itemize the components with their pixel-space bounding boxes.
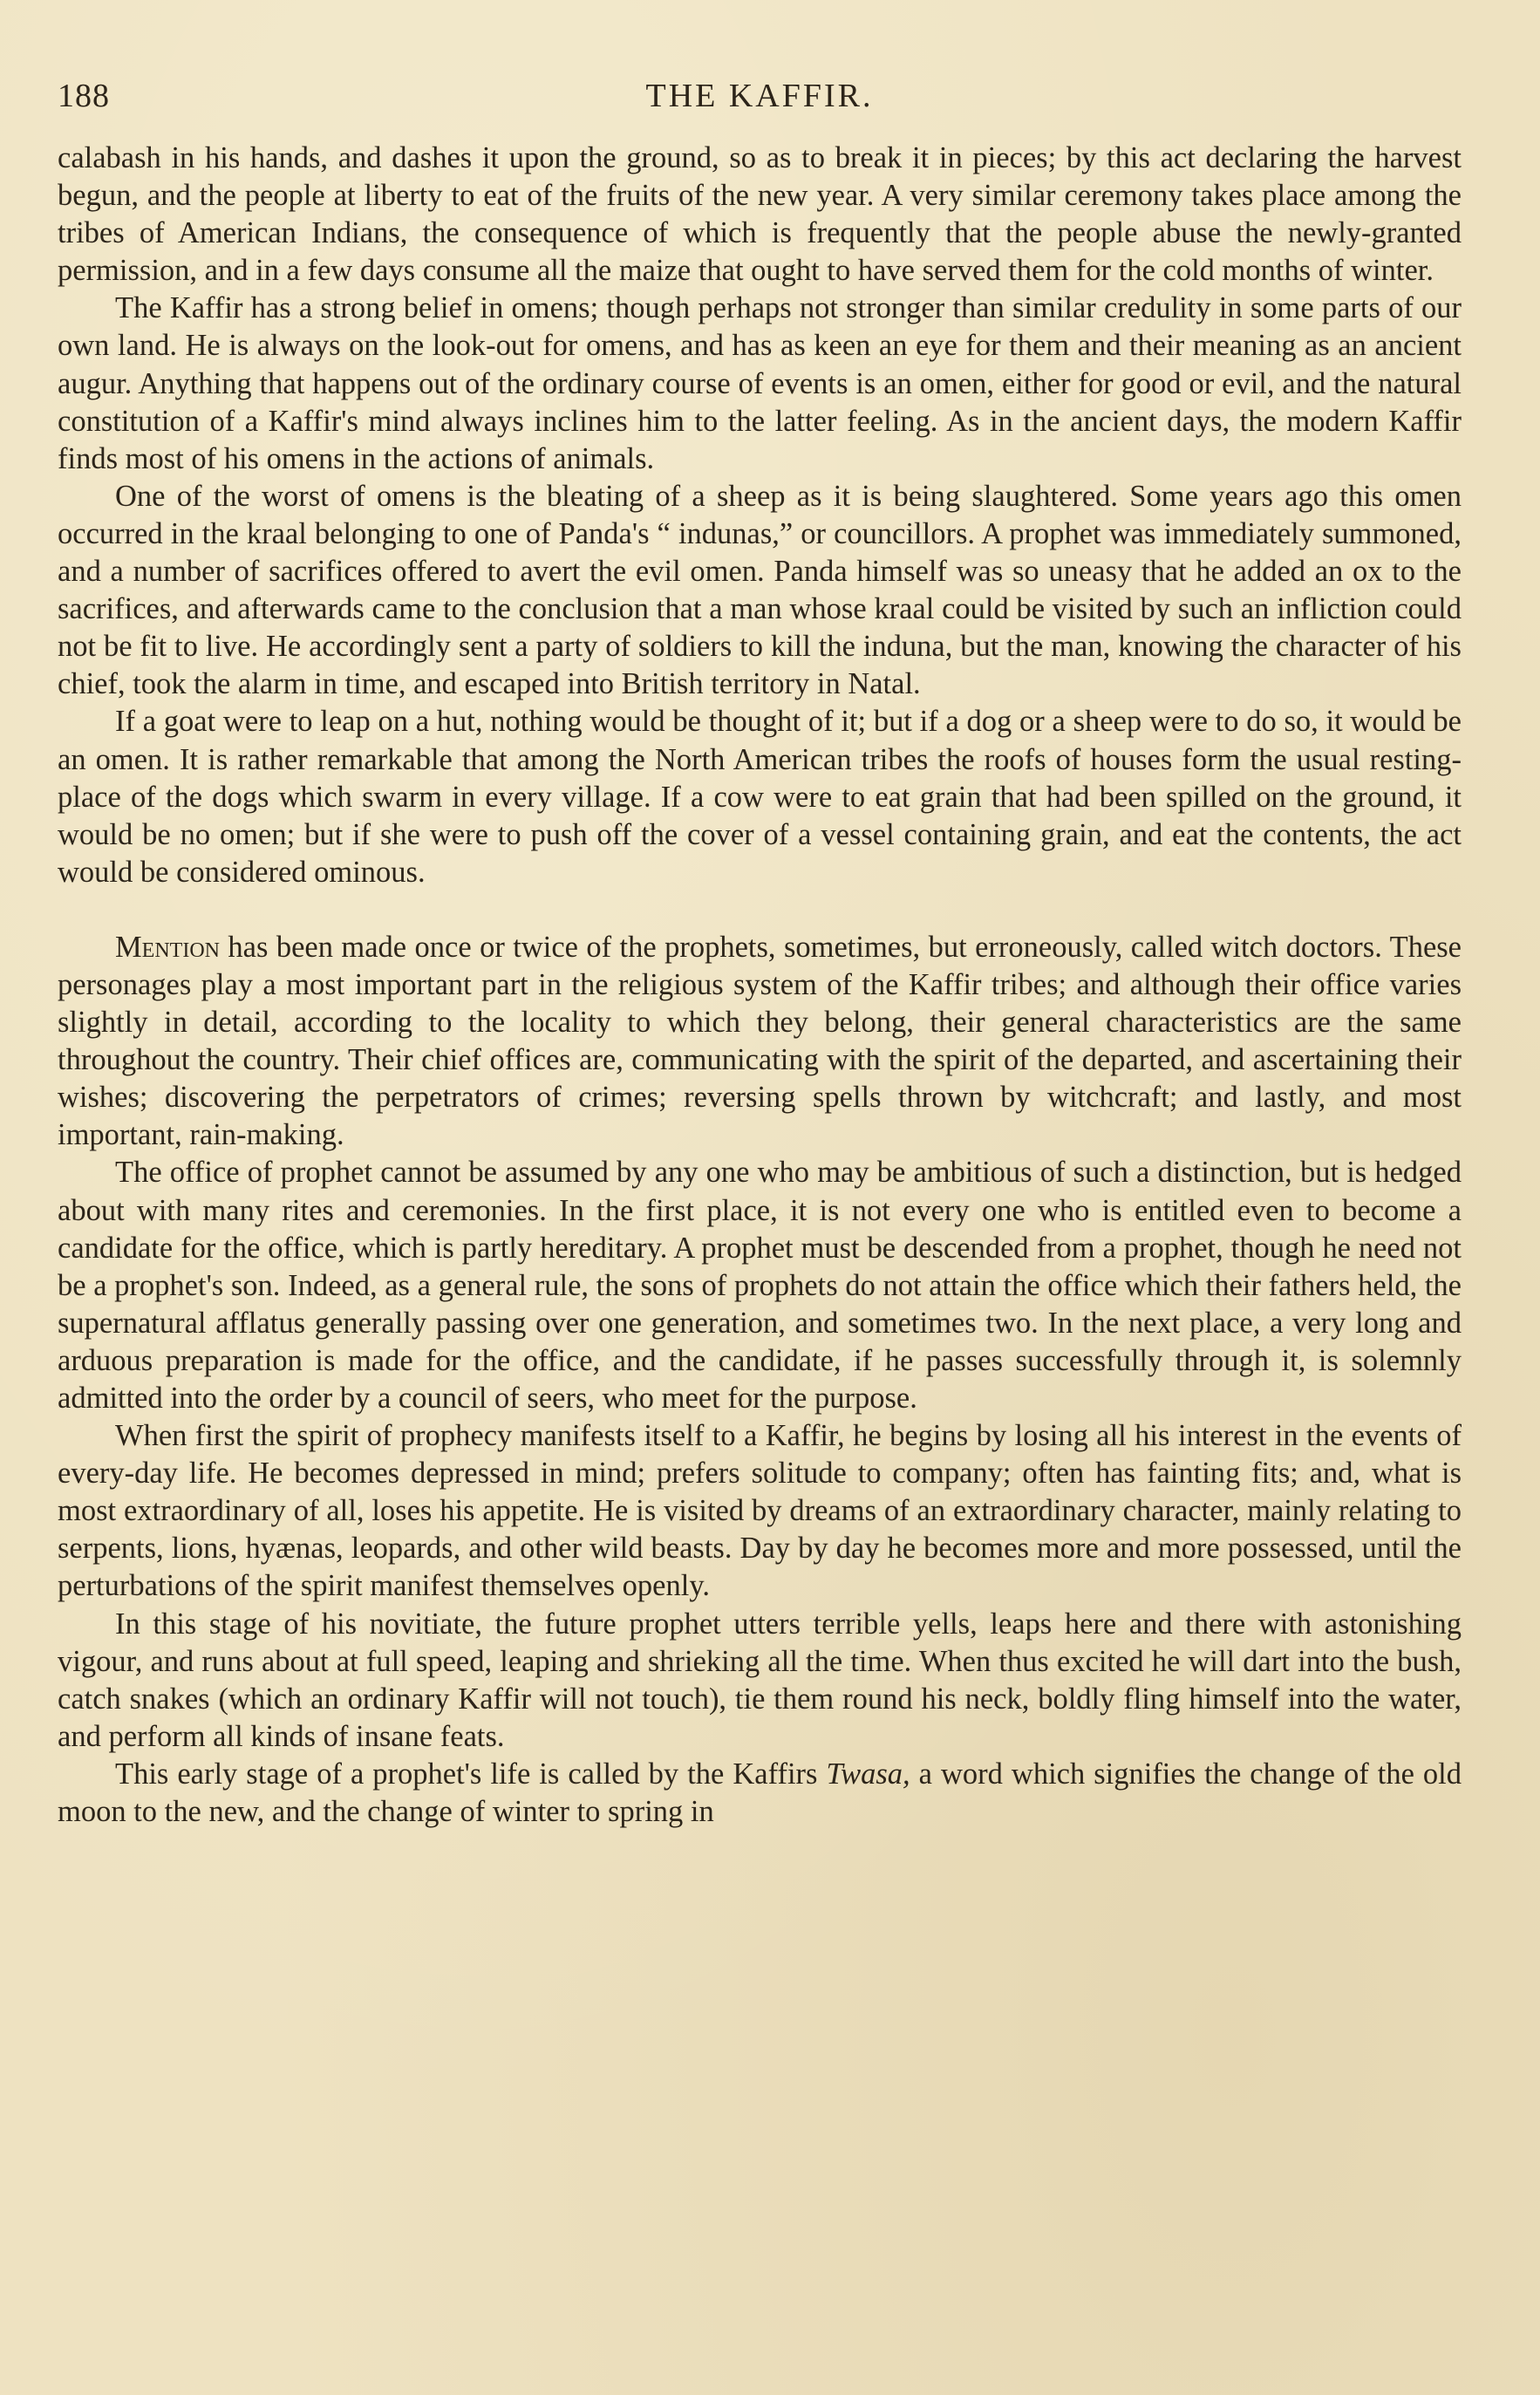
page-number: 188 — [58, 78, 110, 114]
paragraph: The Kaffir has a strong belief in omens; though perhaps not stronger than similar credulity in some parts of our own land. He is always on the look-out for omens, and has as keen an eye for them and their meaning as an ancient augur. Anything that happens out of the ordinary course of events is an omen, either for good or evil, and the natural constitution of a Kaffir's mind always inclines him to the latter feeling. As in the ancient days, the modern Kaffir finds most of his omens in the actions of animals. — [58, 291, 1462, 475]
page-header — [58, 70, 1462, 122]
section-lead-word: Mention — [115, 930, 220, 964]
body-text — [58, 140, 1462, 1831]
section-opening-paragraph — [58, 929, 1462, 1155]
paragraph: If a goat were to leap on a hut, nothing would be thought of it; but if a dog or a sheep were to do so, it would be an omen. It is rather remarkable that among the North American tribes the roofs of houses form the usual resting-place of the dogs which swarm in every village. If a cow were to eat grain that had been spilled on the ground, it would be no omen; but if she were to push off the cover of a vessel containing grain, and eat the contents, the act would be considered ominous. — [58, 705, 1462, 889]
paragraph-text: has been made once or twice of the prophets, sometimes, but erroneously, called witch doctors. These personages play a most important part in the religious system of the Kaffir tribes; and although their office varies slightly in detail, according to the locality to which they belong, their general characteristics are the same throughout the country. Their chief offices are, communicating with the spirit of the departed, and ascertaining their wishes; discovering the perpetrators of crimes; reversing spells thrown by witchcraft; and lastly, and most important, rain-making. — [58, 930, 1462, 1152]
paragraph: The office of prophet cannot be assumed by any one who may be ambitious of such a distinction, but is hedged about with many rites and ceremonies. In the first place, it is not every one who is entitled even to become a candidate for the office, which is partly hereditary. A prophet must be descended from a prophet, though he need not be a prophet's son. Indeed, as a general rule, the sons of prophets do not attain the office which their fathers held, the supernatural afflatus generally passing over one generation, and sometimes two. In the next place, a very long and arduous preparation is made for the office, and the candidate, if he passes successfully through it, is solemnly admitted into the order by a council of seers, who meet for the purpose. — [58, 1156, 1462, 1415]
italic-term: Twasa, — [826, 1757, 910, 1791]
paragraph: calabash in his hands, and dashes it upon the ground, so as to break it in pieces; by this act declaring the harvest begun, and the people at liberty to eat of the fruits of the new year. A very similar ceremony takes place among the tribes of American Indians, the consequence of which is frequently that the people abuse the newly-granted permission, and in a few days consume all the maize that ought to have served them for the cold months of winter. — [58, 141, 1462, 288]
paragraph-text: a word which signifies the change of the old moon to the new, and the change of winter to spring in — [58, 1757, 1462, 1829]
paragraph: When first the spirit of prophecy manifests itself to a Kaffir, he begins by losing all his interest in the events of every-day life. He becomes depressed in mind; prefers solitude to company; often has fainting fits; and, what is most extraordinary of all, loses his appetite. He is visited by dreams of an extraordinary character, mainly relating to serpents, lions, hyænas, leopards, and other wild beasts. Day by day he becomes more and more possessed, until the perturbations of the spirit manifest themselves openly. — [58, 1419, 1462, 1603]
paragraph: One of the worst of omens is the bleating of a sheep as it is being slaughtered. Some years ago this omen occurred in the kraal belonging to one of Panda's “ indunas,” or councillors. A prophet was immediately summoned, and a number of sacrifices offered to avert the evil omen. Panda himself was so uneasy that he added an ox to the sacrifices, and afterwards came to the conclusion that a man whose kraal could be visited by such an infliction could not be fit to live. He accordingly sent a party of soldiers to kill the induna, but the man, knowing the character of his chief, took the alarm in time, and escaped into British territory in Natal. — [58, 479, 1462, 701]
paragraph: In this stage of his novitiate, the future prophet utters terrible yells, leaps here and there with astonishing vigour, and runs about at full speed, leaping and shrieking all the time. When thus excited he will dart into the bush, catch snakes (which an ordinary Kaffir will not touch), tie them round his neck, boldly fling himself into the water, and perform all kinds of insane feats. — [58, 1607, 1462, 1753]
paragraph-text: This early stage of a prophet's life is called by the Kaffirs — [115, 1757, 827, 1791]
paragraph — [58, 1756, 1462, 1831]
running-title: THE KAFFIR. — [645, 78, 874, 114]
